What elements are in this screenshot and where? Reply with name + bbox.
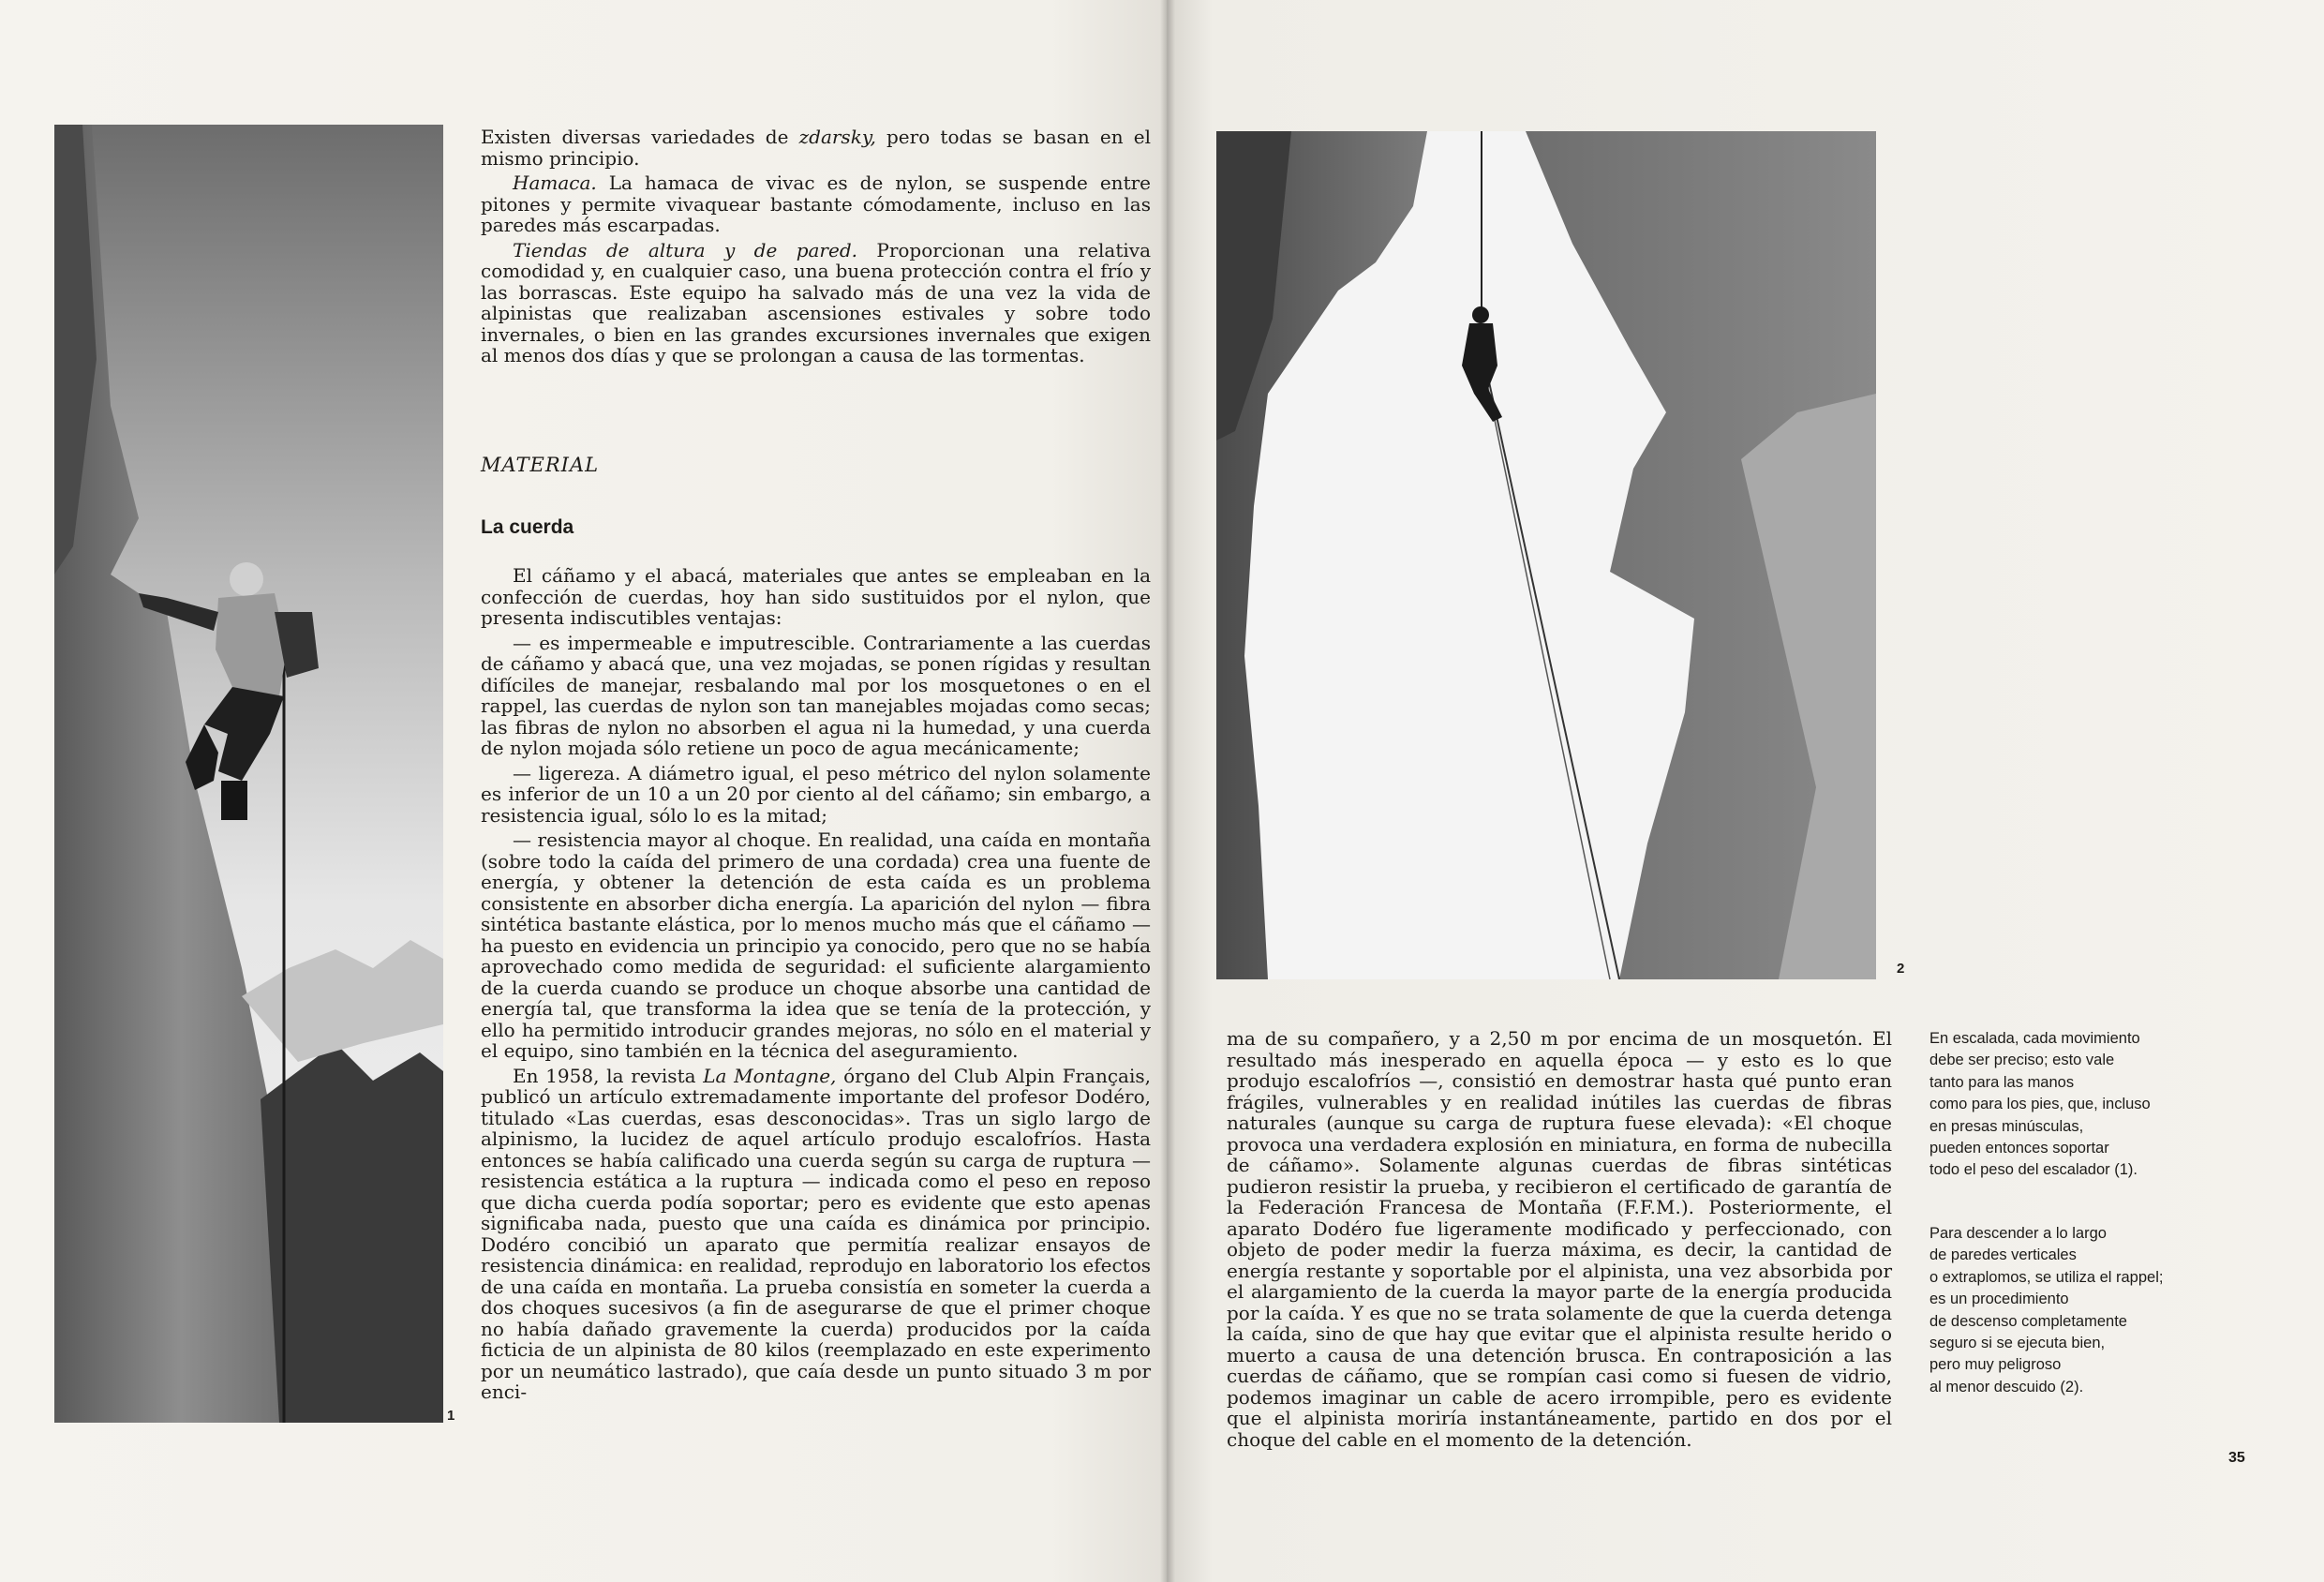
climber-photo xyxy=(54,125,443,1423)
caption-line: Para descender a lo largo xyxy=(1929,1225,2107,1242)
body-paragraph: — resistencia mayor al choque. En realidad, una caída en montaña (sobre todo la caída del primero de una cordada) crea una fuente de energía, y obtener la detención de esta caída es un problema consistente en absorber dicha energía. La aparición del nylon — fibra sintética bastante elástica, por lo menos mucho más que el cáñamo — ha puesto en evidencia un principio ya conocido, pero que no se había aprovechado como medida de seguridad: el suficiente alargamiento de la cuerda cuando se produce un choque absorbe una cantidad de energía tal, que transforma la idea que se tenía de la protección, y ello ha permitido introducir grandes mejoras, no sólo en el material y el equipo, sino también en la técnica del aseguramiento. xyxy=(481,828,1151,1062)
climber-photo-image xyxy=(54,125,443,1423)
caption-line: En escalada, cada movimiento xyxy=(1929,1030,2140,1047)
body-paragraph: ma de su compañero, y a 2,50 m por encima de un mosquetón. El resultado más inesperado en aquella época — y esto es lo que produjo escalofríos —, consistió en demostrar hasta qué punto eran frágiles, vulnerables y en realidad inútiles las cuerdas de fibras naturales (aunque su carga de ruptura fuese elevada): «El choque provoca una verdadera explosión en miniatura, en forma de nubecilla de cáñamo». Solamente algunas cuerdas de fibras sintéticas pudieron resistir la prueba, y recibieron el certificado de garantía de la Federación Francesa de Montaña (F.F.M.). Posteriormente, el aparato Dodéro fue ligeramente modificado y perfeccionado, con objeto de poder medir la fuerza máxima, es decir, la cantidad de energía restante y soportable por el alpinista, una vez absorbida por el alargamiento de la cuerda la mayor parte de la energía producida por la caída. Y es que no se trata solamente de que la cuerda detenga la caída, sino de que hay que evitar que el alpinista resulte herido o muerto a causa de una detención brusca. En contraposición a las cuerdas de cáñamo, que se rompían casi como si fuesen de vidrio, podemos imaginar un cable de acero irrompible, pero es evidente que el alpinista moriría instantáneamente, partido en dos por el choque del cable en el momento de la detención. xyxy=(1227,1027,1892,1451)
caption-line: como para los pies, que, incluso xyxy=(1929,1096,2151,1113)
caption-rappel xyxy=(1929,1223,2163,1398)
rappel-photo-image xyxy=(1216,131,1876,979)
intro-paragraph-3: Tiendas de altura y de pared. Proporcionan una relativa comodidad y, en cualquier caso, una buena protección contra el frío y las borrascas. Este equipo ha salvado más de una vez la vida de alpinistas que realizaban ascensiones estivales y sobre todo invernales, o bien en las grandes excursiones invernales que exigen al menos dos días y que se prolongan a causa de las tormentas. xyxy=(481,238,1152,366)
body-paragraph: El cáñamo y el abacá, materiales que antes se empleaban en la confección de cuerdas, hoy han sido sustituidos por el nylon, que presenta indiscutibles ventajas: xyxy=(481,564,1151,629)
caption-line: debe ser preciso; esto vale xyxy=(1929,1052,2115,1069)
caption-line: seguro si se ejecuta bien, xyxy=(1929,1335,2106,1352)
intro-paragraph-1: Existen diversas variedades de zdarsky, pero todas se basan en el mismo principio. xyxy=(481,126,1151,170)
caption-line: al menor descuido (2). xyxy=(1929,1378,2084,1395)
body-paragraph: — ligereza. A diámetro igual, el peso métrico del nylon solamente es inferior de un 10 a un 20 por ciento al del cáñamo; sin embargo, a resistencia igual, sólo lo es la mitad; xyxy=(481,761,1151,827)
caption-line: de descenso completamente xyxy=(1929,1312,2127,1330)
body-paragraph: — es impermeable e imputrescible. Contrariamente a las cuerdas de cáñamo y abacá que, una vez mojadas, se ponen rígidas y resultan difíciles de manejar, resbalando mal por los mosquetones o en el rappel, las cuerdas de nylon son tan manejables mojadas como secas; las fibras de nylon no absorben el agua ni la humedad, y una cuerda de nylon mojada sólo retiene un poco de agua mecánicamente; xyxy=(481,631,1151,759)
caption-line: de paredes verticales xyxy=(1929,1246,2077,1264)
figure-number-2: 2 xyxy=(1897,961,1905,977)
caption-climbing xyxy=(1929,1028,2151,1182)
caption-line: es un procedimiento xyxy=(1929,1291,2069,1308)
caption-line: tanto para las manos xyxy=(1929,1073,2075,1091)
intro-paragraph-2: Hamaca. La hamaca de vivac es de nylon, se suspende entre pitones y permite vivaquear bastante cómodamente, incluso en las paredes más escarpadas. xyxy=(481,172,1151,236)
page-number: 35 xyxy=(2228,1450,2245,1466)
subheading: La cuerda xyxy=(481,516,574,538)
caption-line: todo el peso del escalador (1). xyxy=(1929,1161,2138,1179)
right-body-text xyxy=(1227,1028,1892,1454)
caption-line: o extraplomos, se utiliza el rappel; xyxy=(1929,1268,2164,1286)
section-label: MATERIAL xyxy=(481,454,600,476)
left-body-text xyxy=(481,565,1151,1407)
rappel-photo xyxy=(1216,131,1876,979)
figure-number-1: 1 xyxy=(447,1408,455,1424)
caption-line: pueden entonces soportar xyxy=(1929,1140,2109,1157)
montagne-paragraph: En 1958, la revista La Montagne, órgano del Club Alpin Français, publicó un artículo extremadamente importante del profesor Dodéro, titulado «Las cuerdas, esas desconocidas». Tras un siglo largo de alpinismo, la lucidez de aquel artículo produjo escalofríos. Hasta entonces se había calificado una cuerda según su carga de ruptura — resistencia estática a la ruptura — indicada como el peso en reposo que dicha cuerda podía soportar; pero es evidente que esto apenas significaba nada, puesto que una caída es dinámica por principio. Dodéro concibió un aparato que permitía realizar ensayos de resistencia dinámica: en realidad, reprodujo en laboratorio los efectos de una caída en montaña. La prueba consistía en someter la cuerda a dos choques sucesivos (a fin de asegurarse de que el primer choque no había dañado gravemente la cuerda) producidos por la caída ficticia de un alpinista de 80 kilos (reemplazado en este experimento por un neumático lastrado), que caía desde un punto situado 3 m por enci- xyxy=(481,1064,1151,1403)
caption-line: en presas minúsculas, xyxy=(1929,1117,2084,1135)
left-intro-text xyxy=(481,127,1151,370)
book-gutter xyxy=(1160,0,1175,1582)
caption-line: pero muy peligroso xyxy=(1929,1356,2062,1374)
